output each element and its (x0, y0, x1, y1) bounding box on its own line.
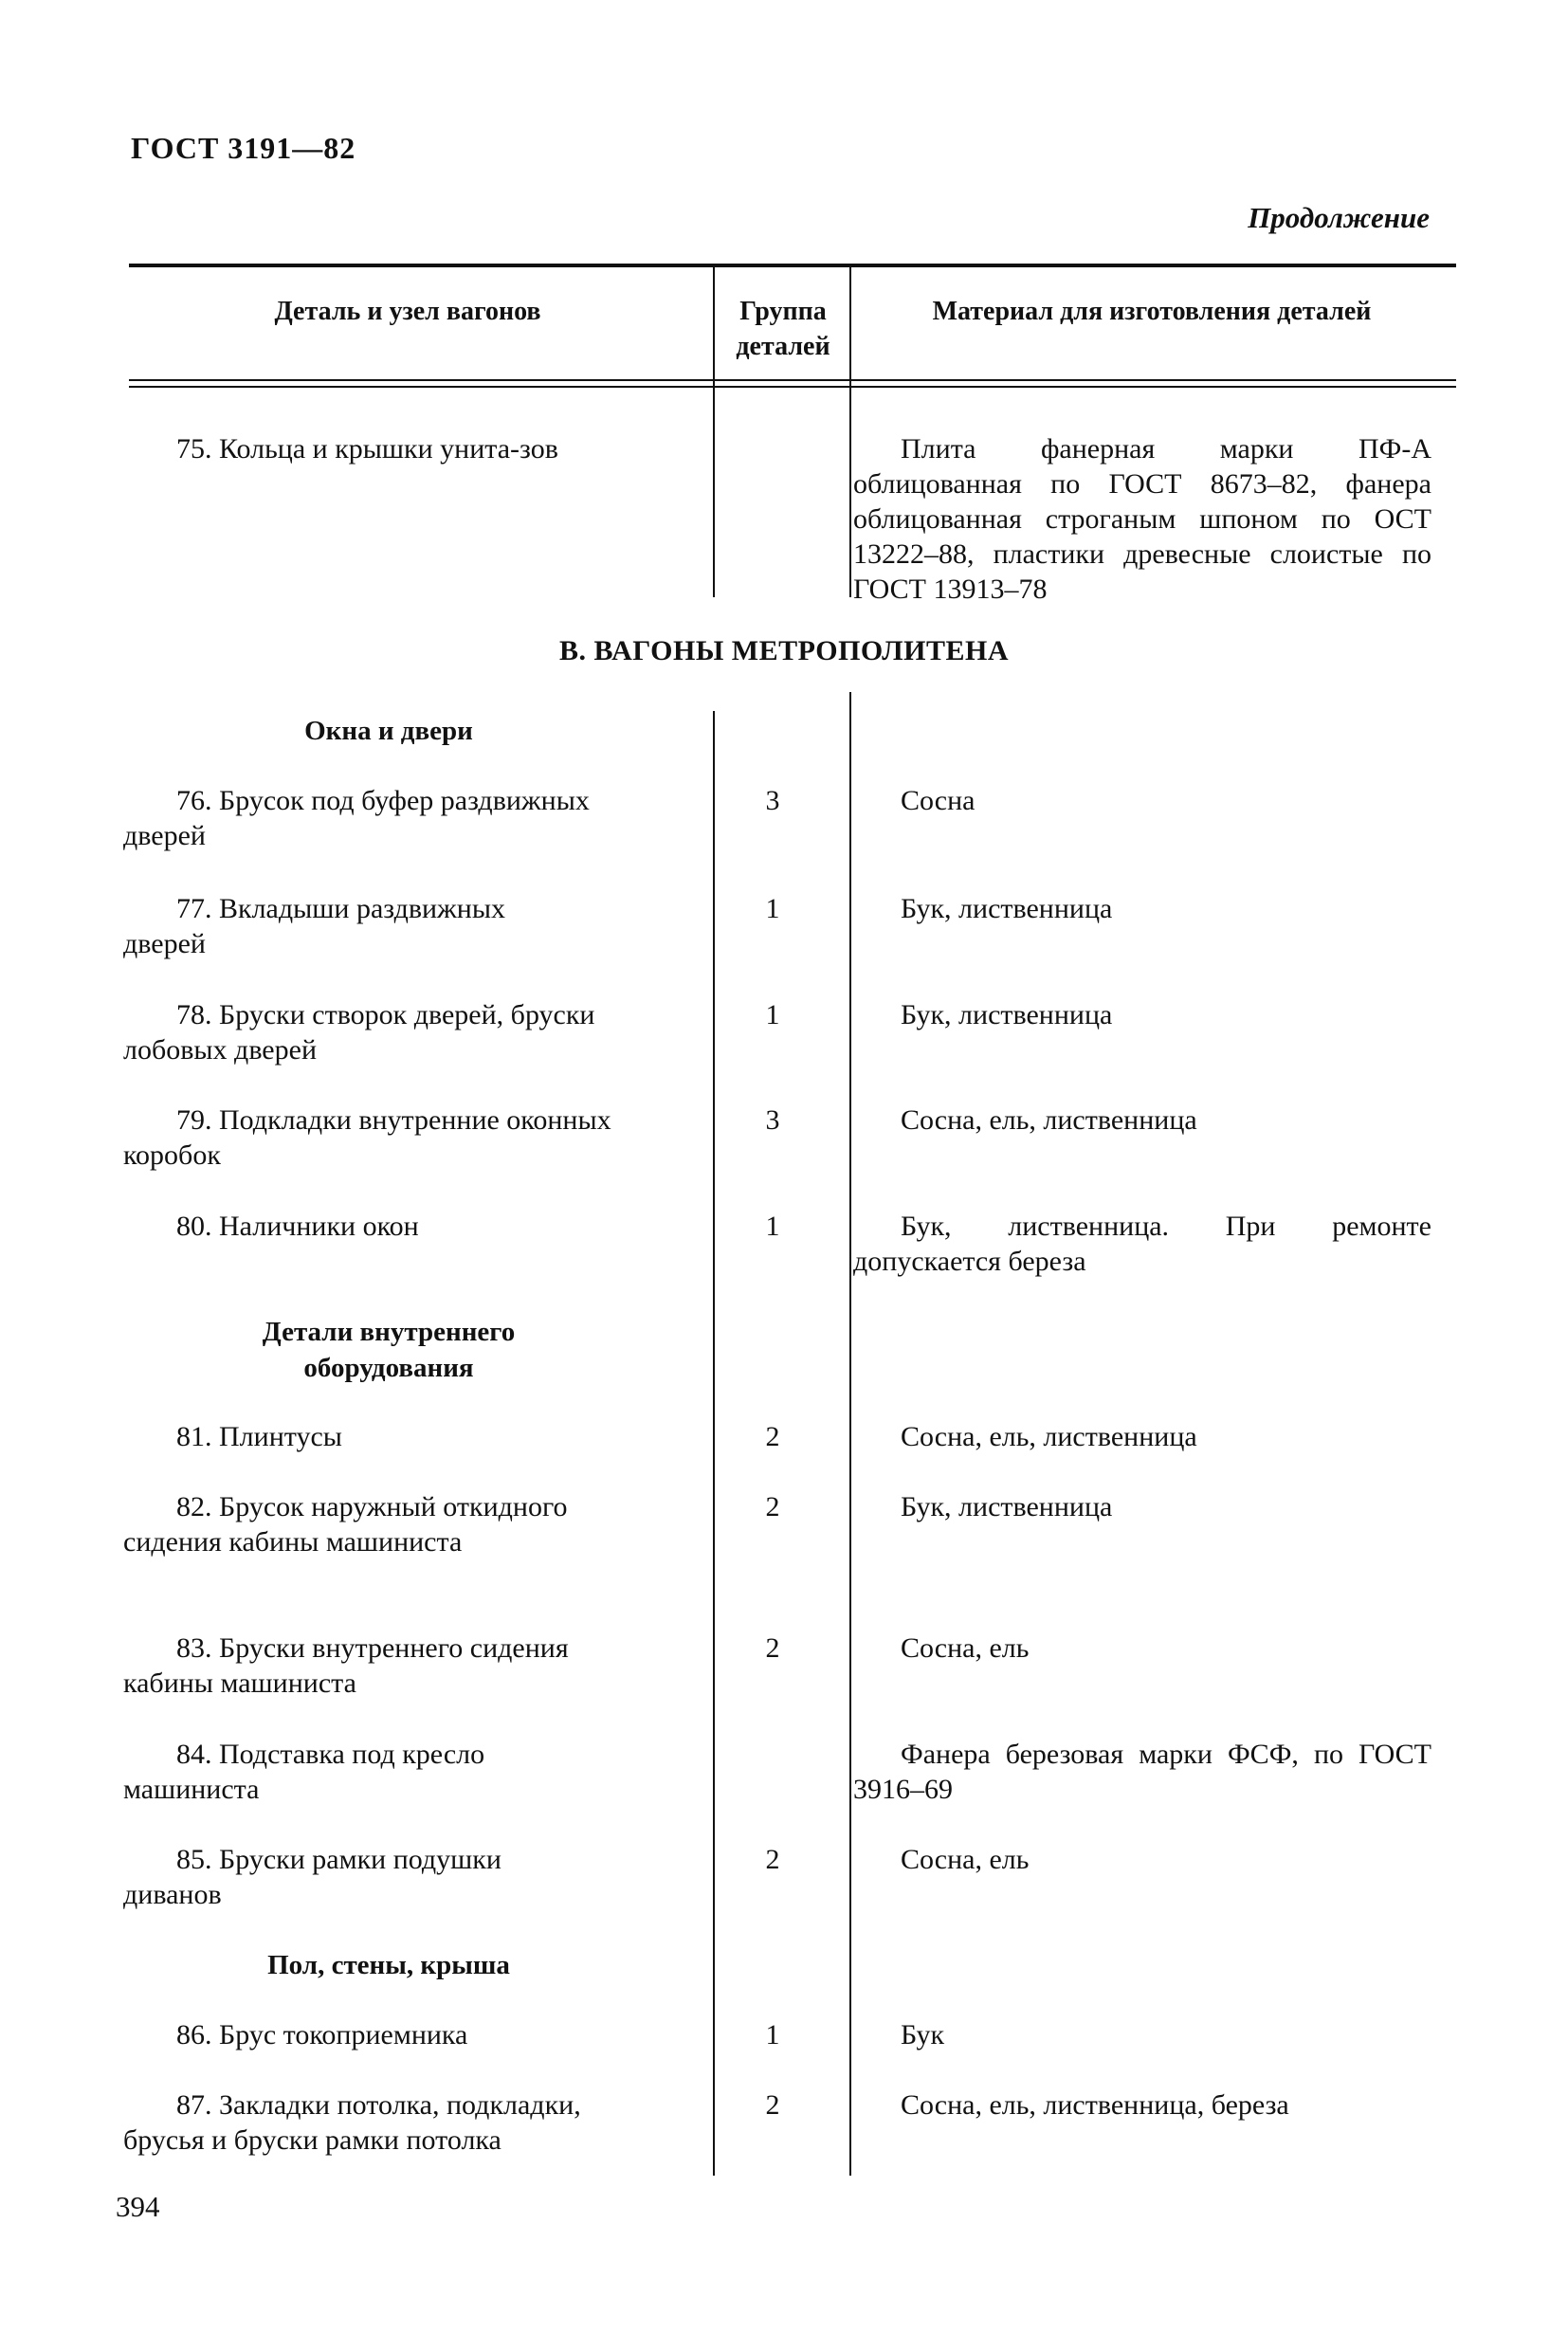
row-75-material: Плита фанерная марки ПФ-А облицованная по ГОСТ 8673–82, фанера облицованная строганым шпоном по ОСТ 13222–88, пластики древесные слоистые по ГОСТ 13913–78 (853, 433, 1431, 605)
row-87-part: 87. Закладки потолка, подкладки, брусья и бруски рамки потолка (123, 2089, 581, 2156)
column-header-group-line2: деталей (736, 332, 830, 361)
row-78-part: 78. Бруски створок дверей, бруски лобовых дверей (123, 999, 595, 1066)
row-80-material: Бук, лиственница. При ремонте допускается береза (853, 1211, 1431, 1277)
row-87-group: 2 (765, 2089, 780, 2121)
document-title: ГОСТ 3191—82 (131, 131, 356, 165)
column-divider-2-body (849, 692, 851, 2176)
section-title: В. ВАГОНЫ МЕТРОПОЛИТЕНА (559, 635, 1009, 666)
column-header-part: Деталь и узел вагонов (274, 297, 541, 326)
row-86-part: 86. Брус токоприемника (176, 2019, 468, 2050)
row-76-group: 3 (765, 785, 780, 816)
subsection-windows-doors: Окна и двери (304, 716, 473, 746)
row-77-material: Бук, лиственница (901, 893, 1113, 924)
column-divider-1-body (713, 711, 715, 2176)
row-80-part: 80. Наличники окон (176, 1211, 419, 1242)
row-79-material: Сосна, ель, лиственница (901, 1104, 1197, 1136)
row-87-material: Сосна, ель, лиственница, береза (901, 2089, 1289, 2121)
row-78-group: 1 (765, 999, 780, 1030)
row-85-part: 85. Бруски рамки подушки диванов (123, 1844, 501, 1910)
subsection-floor-walls-roof: Пол, стены, крыша (267, 1950, 510, 1980)
column-header-material: Материал для изготовления деталей (932, 297, 1372, 326)
row-85-group: 2 (765, 1844, 780, 1875)
row-83-group: 2 (765, 1632, 780, 1664)
row-83-material: Сосна, ель (901, 1632, 1030, 1664)
row-81-material: Сосна, ель, лиственница (901, 1421, 1197, 1452)
row-86-material: Бук (901, 2019, 945, 2050)
page-number: 394 (116, 2190, 160, 2223)
row-76-material: Сосна (901, 785, 975, 816)
column-divider-1-top (713, 265, 715, 597)
row-79-group: 3 (765, 1104, 780, 1136)
row-85-material: Сосна, ель (901, 1844, 1030, 1875)
row-81-group: 2 (765, 1421, 780, 1452)
row-76-part: 76. Брусок под буфер раздвижных дверей (123, 785, 590, 851)
row-80-group: 1 (765, 1211, 780, 1242)
table-header-rule-2 (129, 386, 1456, 388)
column-header-group-line1: Группа (739, 297, 827, 326)
row-82-part: 82. Брусок наружный откидного сидения кабины машиниста (123, 1491, 568, 1558)
continuation-label: Продолжение (1248, 201, 1430, 234)
table-top-rule (129, 264, 1456, 267)
row-83-part: 83. Бруски внутреннего сидения кабины машиниста (123, 1632, 569, 1699)
row-77-group: 1 (765, 893, 780, 924)
row-77-part: 77. Вкладыши раздвижных дверей (123, 893, 505, 959)
row-75-part: 75. Кольца и крышки унита-зов (176, 433, 558, 465)
row-81-part: 81. Плинтусы (176, 1421, 342, 1452)
row-78-material: Бук, лиственница (901, 999, 1113, 1030)
column-divider-2-top (849, 265, 851, 597)
row-82-group: 2 (765, 1491, 780, 1522)
subsection-interior-equipment: Детали внутреннего оборудования (262, 1317, 516, 1383)
row-86-group: 1 (765, 2019, 780, 2050)
row-84-part: 84. Подставка под кресло машиниста (123, 1739, 485, 1805)
row-84-material: Фанера березовая марки ФСФ, по ГОСТ 3916–69 (853, 1739, 1431, 1805)
row-79-part: 79. Подкладки внутренние оконных коробок (123, 1104, 611, 1171)
table-header-rule-1 (129, 379, 1456, 381)
row-82-material: Бук, лиственница (901, 1491, 1113, 1522)
